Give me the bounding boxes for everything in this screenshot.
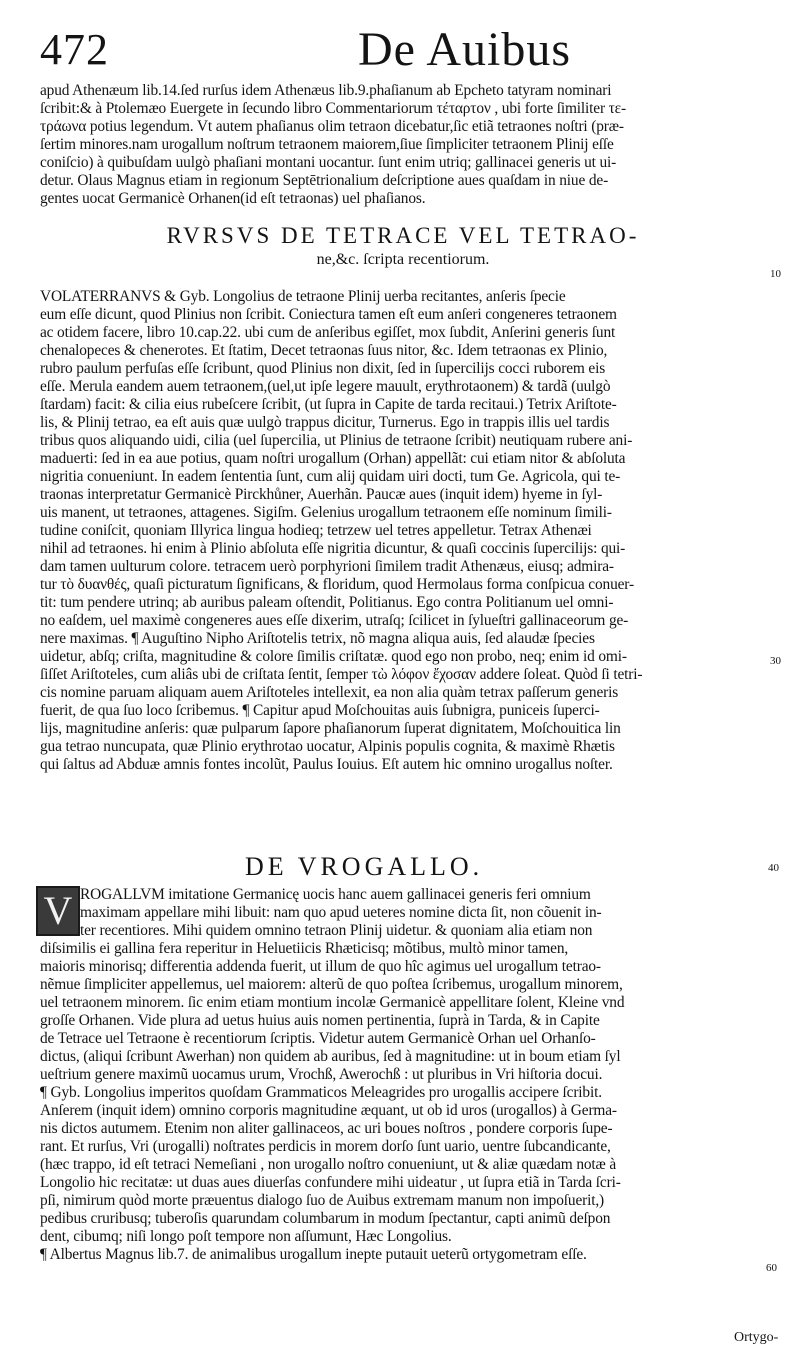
text-line: dictus, (aliqui ſcribunt Awerhan) non quidem ab auribus, ſed à magnitudine: ut in boum etiam ſyl: [40, 1048, 621, 1065]
text-line: dam tamen uulturum colore. tetracem uerò porphyrioni ſimilem tradit Athenæus, eiusq; admira-: [40, 558, 614, 575]
text-line: eum eſſe dicunt, quod Plinius non ſcribit. Coniectura tamen eſt eum anſeri congeneres tetraonem: [40, 306, 617, 323]
text-line: nihil ad tetraones. hi enim à Plinio abſoluta eſſe nigritia dicuntur, & quaſi coccinis ſupercilijs: qui-: [40, 540, 626, 557]
text-line: tit: tum pendere utrinq; ab auribus paleam oſtendit, Politianus. Ego contra Politianum uel omni-: [40, 594, 614, 611]
text-line: VOLATERRANVS & Gyb. Longolius de tetraone Plinij uerba recitantes, anſeris ſpecie: [40, 288, 566, 305]
section-title-vrogallo: DE VROGALLO.: [245, 852, 484, 881]
text-line: Longolio hic recitatæ: ut duas aues diuerſas confundere mihi uideatur , ut ſupra etiã in Tarda ſcri-: [40, 1174, 621, 1191]
text-line: ſcribit:& à Ptolemæo Euergete in ſecundo libro Commentariorum τέταρτον , ubi forte ſimiliter τε-: [40, 100, 626, 117]
text-line: nigritia conueniunt. In eadem ſententia ſunt, cum alij quidam uiri docti, tum Ge. Agricola, qui te-: [40, 468, 621, 485]
text-line: diſsimilis ei gallina fera reperitur in Heluetiicis Rhæticisq; mõtibus, multò minor tamen,: [40, 940, 569, 957]
text-line: groſſe Orhanen. Vide plura ad uetus huius auis nomen pertinentia, ſuprà in Tarda, & in Capite: [40, 1012, 600, 1029]
page-header: [40, 22, 760, 74]
text-line: detur. Olaus Magnus etiam in regionum Septētrionalium deſcriptione aues quaſdam in niue de-: [40, 172, 609, 189]
text-line: (hæc trappo, id eſt tetraci Nemeſiani , non urogallo noſtro conueniunt, ut & aliæ quædam notæ à: [40, 1156, 617, 1173]
text-line: cis nomine paruam aliquam auem Ariſtoteles intellexit, ea non alia quàm tetrax paſſerum generis: [40, 684, 619, 701]
text-line: maduerti: ſed in ea aue potius, quam noſtri urogallum (Orhan) appellãt: cui etiam nitor & abſoluta: [40, 450, 626, 467]
text-line: ¶ Gyb. Longolius imperitos quoſdam Grammaticos Meleagrides pro urogallis accipere ſcribit.: [40, 1084, 602, 1101]
text-line: uel tetraonem minorem. ſic enim etiam montium incolæ Germanicè appellitare ſolent, Kleine vnd: [40, 994, 625, 1011]
margin-number: 30: [770, 655, 781, 667]
text-line: τράωνα potius legendum. Vt autem phaſianus olim tetraon dicebatur,ſic etiã tetraones noſtri (præ-: [40, 118, 624, 135]
text-line: ¶ Albertus Magnus lib.7. de animalibus urogallum inepte putauit ueterũ ortygometram eſſe.: [40, 1246, 587, 1263]
text-line: gentes uocat Germanicè Orhanen(id eſt tetraonas) uel phaſianos.: [40, 190, 426, 207]
text-line: ſertim minores.nam urogallum noſtrum tetraonem maiorem,ſiue ſimpliciter tetraonem Plinij eſſe: [40, 136, 614, 153]
text-line: ac otidem facere, libro 10.cap.22. ubi cum de anſeribus egiſſet, mox ſubdit, Anſerini generis ſunt: [40, 324, 616, 341]
text-line: Anſerem (inquit idem) omnino corporis magnitudine æquant, ut ob id uros (urogallos) à Germa-: [40, 1102, 617, 1119]
section-opening-vrogallo: [80, 886, 766, 940]
text-line: maioris minorisq; differentia addenda fuerit, ut illum de quo hîc agimus uel urogallum tetrao-: [40, 958, 601, 975]
text-line: ſiſſet Ariſtoteles, cum aliâs ubi de criſtata ſentit, ſemper τὼ λόφον ἔχοσαν addere ſoleat. Quòd ſi tetri-: [40, 666, 643, 683]
text-line: uidetur, abſq; criſta, magnitudine & colore ſimilis criſtatæ. quod ego non probo, neq; enim id omi-: [40, 648, 627, 665]
margin-number: 60: [766, 1262, 777, 1274]
text-line: nis dictos autumem. Etenim non aliter gallinaceos, ac uri boues noſtros , pondere corporis ſupe-: [40, 1120, 613, 1137]
text-line: tur τὸ δυανθές, quaſi picturatum ſignificans, & floridum, quod Hermolaus forma conſpicua conuer-: [40, 576, 634, 593]
text-line: pedibus cruribusq; tuberoſis quarundam columbarum in modum ſpectantur, capti animũ deſpon: [40, 1210, 611, 1227]
running-title: De Auibus: [358, 23, 571, 76]
text-line: qui ſaltus ad Abduæ amnis fontes incolũt, Paulus Iouius. Eſt autem hic omnino urogallus noſter.: [40, 756, 613, 773]
section-heading-tetrace: [40, 222, 766, 270]
text-line: nere maximas. ¶ Auguſtino Nipho Ariſtotelis tetrix, nõ magna aliqua auis, ſed alaudæ ſpecies: [40, 630, 595, 647]
text-line: tudine coniſcit, quoniam Illyrica lingua hodieq; tetrzew uel tetres appelletur. Tetrax Athenæi: [40, 522, 592, 539]
text-line: lis, & Plinij tetrao, ea eſt auis quæ uulgò trappus dicitur, Turnerus. Ego in trappis illis uel tardis: [40, 414, 610, 431]
intro-paragraph: [40, 82, 766, 208]
text-line: rubro paulum perfuſas eſſe ſcribunt, quod Plinius non dixit, ſed in ſupercilijs cocci ruborem eis: [40, 360, 606, 377]
catchword: Ortygo-: [734, 1330, 779, 1345]
text-line: lijs, magnitudine anſeris: quæ pulparum ſapore phaſianorum ſuperat dignitatem, Moſchouitica lin: [40, 720, 621, 737]
text-line: no eaſdem, uel maximè congeneres aues eſſe dixerim, utraſq; ſcilicet in ſylueſtri gallinaceorum ge-: [40, 612, 629, 629]
text-line: chenalopeces & chenerotes. Et ſtatim, Decet tetraonas ſuus nitor, &c. Idem tetraonas ex Plinio,: [40, 342, 608, 359]
text-line: uis manent, ut tetraones, attagenes. Sigiſm. Gelenius urogallum tetraonem eſſe nominum ſimili-: [40, 504, 612, 521]
text-line: coniſcio) à quibuſdam uulgò phaſiani montani uocantur. ſunt enim utriq; gallinacei generis ut ui-: [40, 154, 617, 171]
section-body-vrogallo: [40, 940, 766, 1264]
section-title: RVRSVS DE TETRACE VEL TETRAO-: [166, 223, 640, 248]
text-line: maximam appellare mihi libuit: nam quo apud ueteres nomine dicta ſit, non cõuenit in-: [80, 904, 602, 921]
text-line: pſi, nimirum quòd morte præuentus dialogo ſuo de Auibus extremam manum non impoſuerit,): [40, 1192, 605, 1209]
decorated-initial: V: [36, 886, 80, 936]
page-number: 472: [40, 25, 109, 74]
text-line: tribus quos aliquando uidi, cilia (uel ſupercilia, ut Plinius de tetraone ſcribit) neutiquam rubere ani-: [40, 432, 633, 449]
text-line: fuerit, de qua ſuo loco ſcribemus. ¶ Capitur apud Moſchouitas auis ſubnigra, puniceis ſuperci-: [40, 702, 600, 719]
text-line: nẽmue ſimpliciter appellemus, uel maiorem: alterũ de quo poſtea ſcribemus, urogallum minorem,: [40, 976, 623, 993]
text-line: apud Athenæum lib.14.ſed rurſus idem Athenæus lib.9.phaſianum ab Epcheto tatyram nominari: [40, 82, 612, 99]
text-line: ROGALLVM imitatione Germanicę uocis hanc auem gallinacei generis feri omnium: [80, 886, 591, 903]
text-line: de Tetrace uel Tetraone è recentiorum ſcriptis. Videtur autem Germanicè Orhan uel Orhanſo-: [40, 1030, 596, 1047]
text-line: ueſtrium genere maximũ uocamus urum, Vrochß, Awerochß : ut pluribus in Vri hiſtoria docui.: [40, 1066, 603, 1083]
text-line: eſſe. Merula eandem auem tetraonem,(uel,ut ipſe legere mauult, erythrotaonem) & tardã (uulgò: [40, 378, 611, 395]
margin-number: 40: [768, 862, 779, 874]
text-line: dent, cibumq; niſi longo poſt tempore non aſſumunt, Hæc Longolius.: [40, 1228, 452, 1245]
text-line: gua tetrao nuncupata, quæ Plinio erythrotao uocatur, Alpinis populis cognita, & maximè Rhætis: [40, 738, 615, 755]
text-line: rant. Et rurſus, Vri (urogalli) noſtrates perdicis in morem dorſo ſunt uario, uentre ſubcandicante,: [40, 1138, 611, 1155]
section-body-tetrace: [40, 288, 766, 774]
section-subtitle: ne,&c. ſcripta recentiorum.: [316, 251, 490, 268]
text-line: ſtardam) facit: & cilia eius rubeſcere ſcribit, (ut ſupra in Capite de tarda recitaui.) Tetrix Ariſtote-: [40, 396, 617, 413]
margin-number: 10: [770, 268, 781, 280]
text-line: ter recentiores. Mihi quidem omnino tetraon Plinij uidetur. & quoniam alia etiam non: [80, 922, 593, 939]
text-line: traonas interpretatur Germanicè Pirckhůner, Auerhãn. Paucæ aues (inquit idem) hyeme in ſyl-: [40, 486, 603, 503]
